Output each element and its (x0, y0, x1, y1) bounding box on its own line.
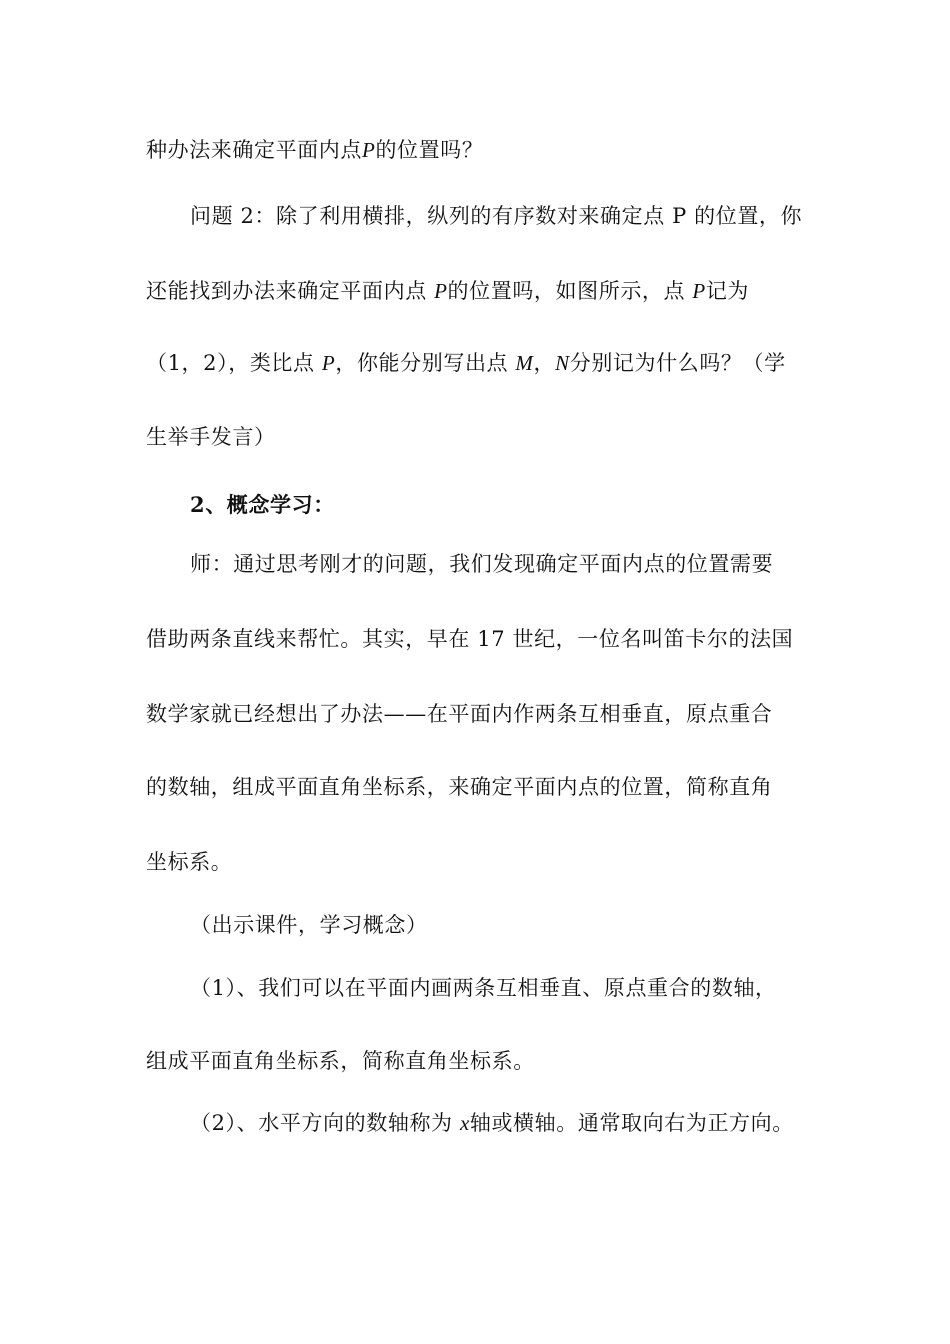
italic-variable: P (692, 279, 706, 303)
text-run: 还能找到办法来确定平面内点 (146, 279, 435, 303)
paragraph-line-15 (190, 1110, 830, 1136)
paragraph-line-5: 生举手发言） (146, 425, 276, 449)
italic-variable: x (459, 1111, 470, 1135)
text-run: 轴或横轴。通常取向右为正方向。 (469, 1111, 794, 1135)
italic-variable: P (321, 351, 336, 375)
text-run: 的位置吗？ (375, 138, 484, 162)
paragraph-line-1 (146, 137, 826, 163)
text-run: ，你能分别写出点 (335, 351, 516, 375)
section-heading: 2、概念学习： (190, 492, 335, 517)
text-run: 的位置吗，如图所示，点 (447, 279, 693, 303)
question-2-line: 问题 2：除了利用横排，纵列的有序数对来确定点 P 的位置，你 (190, 204, 803, 228)
paragraph-line-14: 组成平面直角坐标系，简称直角坐标系。 (146, 1049, 535, 1073)
paragraph-line-11: 坐标系。 (146, 850, 233, 874)
text-run: 种办法来确定平面内点 (146, 138, 362, 162)
paragraph-line-10: 的数轴，组成平面直角坐标系，来确定平面内点的位置，简称直角 (146, 775, 773, 799)
text-run: （1，2），类比点 (146, 351, 322, 375)
italic-variable: P (362, 138, 376, 162)
italic-variable: M (515, 351, 534, 375)
text-run: 分别记为什么吗？（学 (569, 351, 786, 375)
text-run: （2）、水平方向的数轴称为 (190, 1111, 460, 1135)
text-run: 记为 (705, 279, 750, 303)
italic-variable: P (434, 279, 448, 303)
italic-variable: N (555, 351, 570, 375)
text-run: ， (533, 351, 556, 375)
paragraph-line-7: 师：通过思考刚才的问题，我们发现确定平面内点的位置需要 (190, 552, 774, 576)
paragraph-line-3 (146, 278, 826, 304)
paragraph-line-9: 数学家就已经想出了办法——在平面内作两条互相垂直，原点重合 (146, 702, 773, 726)
paragraph-line-13: （1）、我们可以在平面内画两条互相垂直、原点重合的数轴， (190, 976, 777, 1000)
paragraph-line-12: （出示课件，学习概念） (190, 913, 428, 937)
paragraph-line-4 (146, 350, 826, 376)
paragraph-line-8: 借助两条直线来帮忙。其实，早在 17 世纪，一位名叫笛卡尔的法国 (146, 627, 794, 651)
